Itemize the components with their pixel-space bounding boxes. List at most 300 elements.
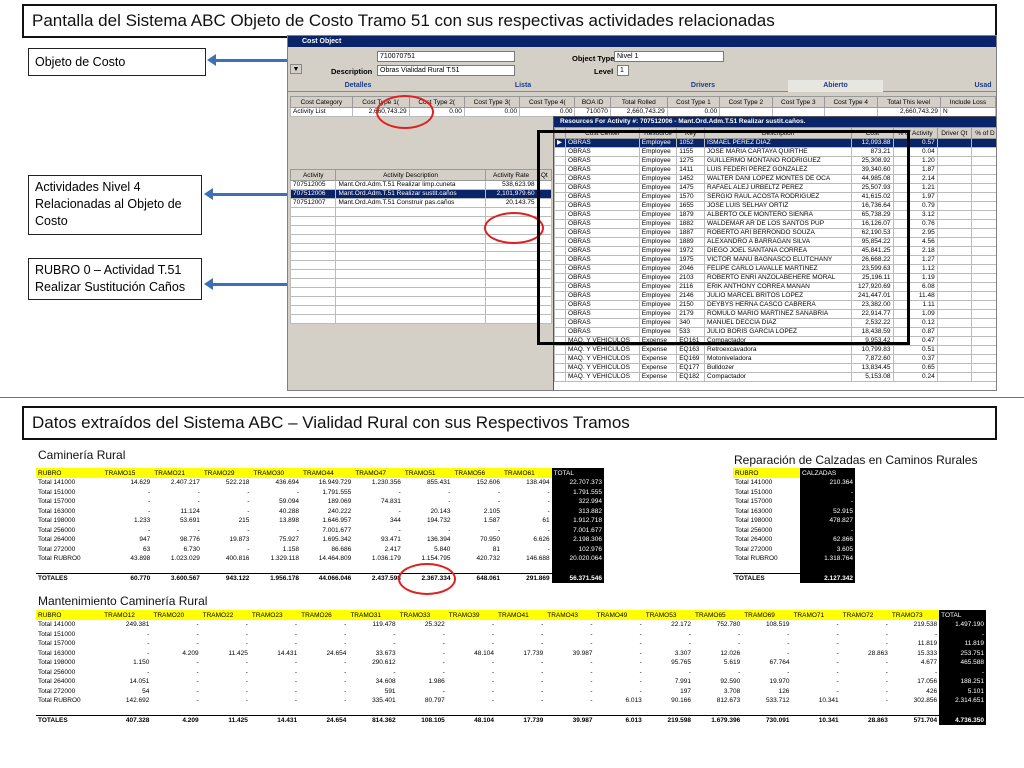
- tab-bar: [288, 80, 997, 92]
- mantenimiento-cell: -: [541, 640, 544, 648]
- mantenimiento-col-header: TRAMO43: [545, 610, 594, 620]
- mantenimiento-row: [36, 620, 986, 630]
- resource-cell: ROBERTO ARI BERRONDO SOUZA: [705, 229, 852, 238]
- resource-col-header: % of D: [971, 128, 997, 139]
- mantenimiento-cell: -: [590, 668, 593, 676]
- calzadas-cell: Total RUBRO0: [735, 555, 778, 563]
- mantenimiento-row: [36, 668, 986, 678]
- activity-row[interactable]: [291, 252, 552, 261]
- resource-cell: OBRAS: [566, 157, 640, 166]
- mantenimiento-label: Mantenimiento Caminería Rural: [38, 594, 208, 608]
- resource-cell: 1889: [677, 238, 705, 247]
- mantenimiento-cell: -: [939, 668, 986, 678]
- mantenimiento-cell: 253.751: [939, 649, 986, 659]
- calzadas-cell: -: [800, 526, 855, 536]
- callout-actividades: Actividades Nivel 4 Relacionadas al Objeto de Costo: [28, 175, 202, 235]
- resource-cell: [937, 184, 971, 193]
- mantenimiento-cell: 7.991: [674, 678, 691, 686]
- mantenimiento-col-header: TRAMO53: [644, 610, 693, 620]
- mantenimiento-cell: -: [939, 630, 986, 640]
- mantenimiento-cell: 407.328: [102, 715, 151, 725]
- mantenimiento-col-header: TRAMO33: [398, 610, 447, 620]
- mantenimiento-cell: -: [639, 621, 642, 629]
- resource-cell: 1882: [677, 220, 705, 229]
- caminos-cell: 855.431: [426, 479, 451, 487]
- resource-cell: 2.95: [893, 229, 937, 238]
- mantenimiento-cell: 90.166: [671, 697, 691, 705]
- resource-cell: [971, 265, 997, 274]
- mantenimiento-cell: [939, 706, 986, 716]
- id-field[interactable]: 710070751: [377, 51, 515, 62]
- caminos-cell: 522.218: [225, 479, 250, 487]
- mantenimiento-col-header: TOTAL: [939, 610, 986, 620]
- resource-cell: 25,196.11: [852, 274, 893, 283]
- resource-row[interactable]: [555, 346, 998, 355]
- resource-cell: [937, 148, 971, 157]
- resource-cell: [937, 247, 971, 256]
- mantenimiento-cell: Total 198000: [38, 659, 76, 667]
- resource-cell: [937, 283, 971, 292]
- mantenimiento-cell: -: [836, 687, 839, 695]
- resource-cell: 23,382.00: [852, 301, 893, 310]
- resource-cell: SERGIO RAUL ACOSTA RODRIGUEZ: [705, 193, 852, 202]
- mantenimiento-cell: -: [344, 697, 347, 705]
- caminos-cell: [251, 564, 301, 574]
- mantenimiento-cell: -: [393, 640, 396, 648]
- mantenimiento-col-header: TRAMO26: [299, 610, 348, 620]
- activity-cell: [336, 270, 485, 279]
- resource-cell: OBRAS: [566, 265, 640, 274]
- activity-cell: [291, 288, 336, 297]
- cost-col-header: Cost Type 2: [720, 97, 772, 108]
- caminos-cell: [301, 564, 353, 574]
- calzadas-row: [733, 516, 855, 526]
- cost-cell: 2,660,743.29: [610, 108, 667, 117]
- calzadas-cell: 52.915: [800, 507, 855, 517]
- mantenimiento-cell: -: [885, 678, 888, 686]
- resource-cell: OBRAS: [566, 202, 640, 211]
- mantenimiento-col-header: TRAMO73: [890, 610, 939, 620]
- caminos-col-header: TRAMO21: [152, 468, 202, 478]
- top-title: Pantalla del Sistema ABC Objeto de Costo Tramo 51 con sus respectivas actividades relacionadas: [22, 4, 997, 38]
- mantenimiento-cell: -: [196, 640, 199, 648]
- mantenimiento-cell: 142.692: [125, 697, 150, 705]
- resource-cell: 873.21: [852, 148, 893, 157]
- resource-cell: [937, 319, 971, 328]
- resource-cell: Employee: [639, 283, 676, 292]
- resource-cell: 1.12: [893, 265, 937, 274]
- resource-cell: OBRAS: [566, 166, 640, 175]
- caminos-row: [36, 478, 604, 488]
- mantenimiento-cell: 1.986: [428, 678, 445, 686]
- resource-cell: [937, 238, 971, 247]
- caminos-cell: 1.230.356: [371, 479, 401, 487]
- activity-row[interactable]: [291, 190, 552, 199]
- calzadas-row: [733, 497, 855, 507]
- resource-cell: [937, 229, 971, 238]
- mantenimiento-cell: -: [294, 678, 298, 686]
- mantenimiento-cell: 591: [384, 687, 396, 695]
- mantenimiento-cell: 11.425: [201, 715, 250, 725]
- mantenimiento-cell: 4.677: [920, 659, 938, 667]
- activity-row[interactable]: [291, 261, 552, 270]
- calzadas-header-row: [733, 468, 855, 478]
- caminos-cell: 2.407.217: [170, 479, 200, 487]
- cost-col-header: Cost Type 3(: [464, 97, 519, 108]
- resource-cell: [937, 364, 971, 373]
- resource-cell: EQ182: [677, 373, 705, 382]
- red-circle-cost: [376, 95, 434, 129]
- mantenimiento-cell: -: [639, 687, 642, 695]
- callout-objeto-costo: Objeto de Costo: [28, 48, 206, 76]
- mantenimiento-cell: 28.863: [841, 715, 890, 725]
- mantenimiento-cell: Total 157000: [38, 640, 76, 648]
- caminos-cell: 1.154.795: [421, 555, 451, 563]
- mantenimiento-cell: -: [787, 668, 790, 676]
- activity-grid[interactable]: [290, 169, 552, 324]
- mantenimiento-cell: -: [491, 621, 495, 629]
- cost-cell: 2,660,743.29: [352, 108, 409, 117]
- activity-cell: [485, 314, 537, 323]
- caminos-label: Caminería Rural: [38, 448, 126, 462]
- mantenimiento-cell: Total 163000: [38, 649, 76, 657]
- activity-row[interactable]: [291, 270, 552, 279]
- resource-cell: [937, 346, 971, 355]
- object-type-select[interactable]: Nivel 1: [614, 51, 724, 62]
- dropdown-arrow-icon[interactable]: ▼: [290, 64, 302, 74]
- mantenimiento-col-header: TRAMO41: [496, 610, 545, 620]
- caminos-cell: [502, 564, 552, 574]
- caminos-cell: 59.094: [279, 498, 300, 506]
- activity-cell: [291, 243, 336, 252]
- caminos-cell: 98.776: [179, 536, 200, 544]
- mantenimiento-cell: -: [738, 630, 741, 638]
- caminos-cell: 1.036.179: [371, 555, 401, 563]
- mantenimiento-col-header: TRAMO65: [693, 610, 742, 620]
- resource-cell: 1655: [677, 202, 705, 211]
- caminos-cell: 60.770: [103, 573, 153, 583]
- calzadas-cell: 478.827: [800, 516, 855, 526]
- resource-cell: [971, 247, 997, 256]
- resource-cell: [971, 256, 997, 265]
- caminos-cell: Total 264000: [38, 536, 76, 544]
- caminos-cell: -: [448, 488, 451, 496]
- caminos-cell: 93.471: [380, 536, 401, 544]
- caminos-cell: 2.198.306: [552, 535, 604, 545]
- resource-cell: EQ177: [677, 364, 705, 373]
- resource-cell: Expense: [639, 355, 676, 364]
- activity-col-header: Activity Rate: [485, 170, 537, 181]
- resource-cell: 5,153.08: [852, 373, 893, 382]
- mantenimiento-cell: -: [294, 697, 298, 705]
- resource-cell: 0.57: [893, 139, 937, 148]
- resource-cell: OBRAS: [566, 247, 640, 256]
- resource-cell: [971, 328, 997, 337]
- caminos-cell: 5.840: [434, 545, 451, 553]
- calzadas-cell: Total 272000: [735, 545, 773, 553]
- row-selector: ▶: [555, 139, 566, 148]
- resource-cell: 1052: [677, 139, 705, 148]
- tab-lista[interactable]: Lista: [514, 82, 532, 89]
- resource-cell: 3.12: [893, 211, 937, 220]
- mantenimiento-cell: -: [590, 621, 593, 629]
- activity-row[interactable]: [291, 181, 552, 190]
- mantenimiento-col-header: TRAMO71: [791, 610, 840, 620]
- caminos-cell: 70.950: [480, 536, 501, 544]
- calzadas-cell: Total 163000: [735, 507, 773, 515]
- mantenimiento-cell: -: [491, 659, 495, 667]
- resource-cell: [937, 211, 971, 220]
- caminos-cell: [36, 564, 103, 574]
- resource-cell: 1570: [677, 193, 705, 202]
- resource-cell: [937, 157, 971, 166]
- caminos-cell: 53.691: [179, 517, 200, 525]
- mantenimiento-cell: -: [639, 630, 642, 638]
- mantenimiento-cell: 4.209: [151, 715, 200, 725]
- mantenimiento-cell: 12.026: [720, 649, 741, 657]
- mantenimiento-cell: -: [738, 640, 741, 648]
- resource-cell: 241,447.01: [852, 292, 893, 301]
- resource-cell: [937, 301, 971, 310]
- mantenimiento-cell: 22.172: [671, 621, 691, 629]
- caminos-cell: 240.222: [327, 507, 352, 515]
- mantenimiento-cell: -: [491, 678, 495, 686]
- resource-cell: OBRAS: [566, 301, 640, 310]
- mantenimiento-cell: [36, 706, 102, 716]
- mantenimiento-cell: 752.780: [716, 621, 741, 629]
- mantenimiento-cell: -: [541, 678, 544, 686]
- caminos-cell: -: [497, 488, 501, 496]
- tab-abierto[interactable]: Abierto: [788, 80, 883, 92]
- calzadas-cell: [733, 564, 800, 574]
- mantenimiento-cell: -: [590, 697, 593, 705]
- mantenimiento-cell: [250, 706, 299, 716]
- resource-cell: [971, 202, 997, 211]
- caminos-cell: -: [296, 526, 300, 534]
- mantenimiento-cell: -: [196, 659, 199, 667]
- cost-col-header: Include Loss: [940, 97, 995, 108]
- activity-cell: [485, 270, 537, 279]
- resource-cell: Employee: [639, 319, 676, 328]
- resource-cell: ISMAEL PEREZ DIAZ: [705, 139, 852, 148]
- calzadas-row: [733, 488, 855, 498]
- resource-cell: OBRAS: [566, 175, 640, 184]
- calzadas-cell: 62.866: [800, 535, 855, 545]
- mantenimiento-cell: 25.322: [424, 621, 445, 629]
- mantenimiento-cell: 14.431: [250, 715, 299, 725]
- caminos-cell: -: [197, 526, 200, 534]
- mantenimiento-cell: -: [344, 659, 347, 667]
- activity-row[interactable]: [291, 243, 552, 252]
- activity-cell: [291, 234, 336, 243]
- resource-cell: [971, 319, 997, 328]
- cost-cell: Activity List: [291, 108, 353, 117]
- mantenimiento-cell: -: [836, 668, 839, 676]
- resource-cell: OBRAS: [566, 238, 640, 247]
- cost-cell: 0.00: [520, 108, 575, 117]
- mantenimiento-cell: [299, 706, 348, 716]
- resource-cell: 127,920.69: [852, 283, 893, 292]
- row-selector: [555, 355, 566, 364]
- activity-row[interactable]: [291, 199, 552, 208]
- resource-cell: 1.20: [893, 157, 937, 166]
- caminos-cell: TOTALES: [36, 573, 103, 583]
- caminos-cell: 61: [542, 517, 550, 525]
- resource-row[interactable]: [555, 355, 998, 364]
- callout-rubro0: RUBRO 0 – Actividad T.51 Realizar Sustitución Caños: [28, 258, 202, 300]
- mantenimiento-cell: -: [245, 678, 248, 686]
- caminos-cell: -: [148, 498, 151, 506]
- resource-cell: Employee: [639, 256, 676, 265]
- mantenimiento-cell: 197: [680, 687, 691, 695]
- activity-cell: [291, 208, 336, 217]
- activity-row[interactable]: [291, 314, 552, 323]
- resource-cell: Employee: [639, 328, 676, 337]
- caminos-cell: 14.464.809: [318, 555, 352, 563]
- resource-cell: Employee: [639, 157, 676, 166]
- caminos-cell: 189.069: [327, 498, 352, 506]
- mantenimiento-cell: -: [393, 668, 396, 676]
- caminos-cell: Total 163000: [38, 507, 76, 515]
- caminos-cell: -: [247, 488, 250, 496]
- activity-cell: [336, 305, 485, 314]
- mantenimiento-cell: -: [294, 640, 298, 648]
- caminos-cell: 7.001.677: [552, 526, 604, 536]
- reparacion-label: Reparación de Calzadas en Caminos Rurales: [734, 453, 978, 467]
- resource-cell: [971, 193, 997, 202]
- mantenimiento-cell: 67.764: [769, 659, 790, 667]
- resource-cell: WALDEMAR AR DE LOS SANTOS PUP: [705, 220, 852, 229]
- caminos-cell: 75.927: [279, 536, 300, 544]
- resource-cell: [971, 337, 997, 346]
- resource-cell: [971, 229, 997, 238]
- resource-cell: 16,126.07: [852, 220, 893, 229]
- calzadas-cell: 1.318.764: [800, 554, 855, 564]
- resource-cell: 2146: [677, 292, 705, 301]
- activity-cell: 538,623.98: [485, 181, 537, 190]
- mantenimiento-cell: -: [344, 678, 347, 686]
- mantenimiento-cell: 108.519: [765, 621, 790, 629]
- resource-cell: Employee: [639, 265, 676, 274]
- mantenimiento-cell: -: [245, 697, 248, 705]
- tab-detalles[interactable]: Detalles: [344, 82, 372, 89]
- caminos-cell: 1.956.178: [251, 573, 301, 583]
- activity-cell: [336, 216, 485, 225]
- activity-row[interactable]: [291, 279, 552, 288]
- mantenimiento-cell: -: [836, 649, 839, 657]
- caminos-cell: Total RUBRO0: [38, 555, 81, 563]
- mantenimiento-cell: -: [836, 640, 839, 648]
- mantenimiento-cell: 11.425: [228, 649, 248, 657]
- caminos-cell: Total 151000: [38, 488, 76, 496]
- caminos-cell: 136.394: [426, 536, 451, 544]
- cost-cell: 2,660,743.29: [877, 108, 940, 117]
- mantenimiento-col-header: RUBRO: [36, 610, 102, 620]
- mantenimiento-cell: 6.013: [595, 715, 644, 725]
- mantenimiento-cell: [398, 706, 447, 716]
- caminos-cell: [552, 564, 604, 574]
- resource-cell: [971, 292, 997, 301]
- resource-cell: [971, 157, 997, 166]
- mantenimiento-cell: 48.104: [474, 649, 495, 657]
- mantenimiento-col-header: TRAMO20: [151, 610, 200, 620]
- caminos-col-header: RUBRO: [36, 468, 103, 478]
- calzadas-col-header: CALZADAS: [800, 468, 855, 478]
- caminos-cell: 2.105: [483, 507, 501, 515]
- resource-cell: 13,834.45: [852, 364, 893, 373]
- tab-drivers[interactable]: Drivers: [690, 82, 716, 89]
- resource-cell: [937, 328, 971, 337]
- caminos-cell: 420.732: [476, 555, 501, 563]
- resource-cell: 2.14: [893, 175, 937, 184]
- resource-cell: Employee: [639, 238, 676, 247]
- mantenimiento-cell: -: [885, 630, 888, 638]
- calzadas-cell: Total 198000: [735, 517, 773, 525]
- mantenimiento-cell: -: [294, 659, 298, 667]
- mantenimiento-cell: -: [245, 630, 248, 638]
- resource-cell: 18,438.59: [852, 328, 893, 337]
- cost-col-header: Cost Type 4: [825, 97, 877, 108]
- resource-col-header: Cost: [852, 128, 893, 139]
- caminos-cell: [152, 564, 202, 574]
- mantenimiento-cell: -: [294, 621, 298, 629]
- resource-cell: Compactador: [705, 337, 852, 346]
- tab-usad[interactable]: Usad: [974, 82, 992, 89]
- activity-cell: [336, 234, 485, 243]
- resource-cell: 1975: [677, 256, 705, 265]
- mantenimiento-cell: -: [196, 687, 199, 695]
- cost-col-header: Cost Type 4(: [520, 97, 575, 108]
- mantenimiento-cell: TOTALES: [36, 715, 102, 725]
- caminos-row: [36, 545, 604, 555]
- mantenimiento-cell: -: [196, 697, 199, 705]
- caminos-cell: 2.367.334: [403, 573, 453, 583]
- resource-cell: [971, 184, 997, 193]
- caminos-col-header: TRAMO30: [251, 468, 301, 478]
- resource-cell: 1155: [677, 148, 705, 157]
- resource-cell: 0.24: [893, 373, 937, 382]
- activity-cell: [291, 252, 336, 261]
- resource-cell: 0.04: [893, 148, 937, 157]
- resource-cell: 39,340.60: [852, 166, 893, 175]
- description-field[interactable]: Obras Vialidad Rural T.51: [377, 65, 515, 76]
- mantenimiento-cell: 219.598: [644, 715, 693, 725]
- mantenimiento-cell: 54: [142, 687, 150, 695]
- mantenimiento-cell: [496, 706, 545, 716]
- mantenimiento-cell: [201, 706, 250, 716]
- caminos-cell: 1.329.118: [270, 555, 300, 563]
- mantenimiento-cell: 24.654: [299, 715, 348, 725]
- resource-cell: Motoniveladora: [705, 355, 852, 364]
- resource-row[interactable]: [555, 373, 998, 382]
- caminos-cell: 215: [238, 517, 250, 525]
- caminos-cell: 1.587: [483, 517, 501, 525]
- mantenimiento-cell: Total 151000: [38, 630, 76, 638]
- caminos-col-header: TOTAL: [552, 468, 604, 478]
- mantenimiento-cell: -: [590, 678, 593, 686]
- activity-row[interactable]: [291, 288, 552, 297]
- mantenimiento-cell: 28.863: [868, 649, 888, 657]
- mantenimiento-cell: 571.704: [890, 715, 939, 725]
- resource-row[interactable]: [555, 364, 998, 373]
- caminos-cell: 102.976: [552, 545, 604, 555]
- mantenimiento-cell: 14.051: [129, 678, 150, 686]
- level-field[interactable]: 1: [617, 65, 629, 76]
- activity-row[interactable]: [291, 305, 552, 314]
- activity-row[interactable]: [291, 296, 552, 305]
- caminos-cell: 648.061: [452, 573, 502, 583]
- resource-cell: [971, 346, 997, 355]
